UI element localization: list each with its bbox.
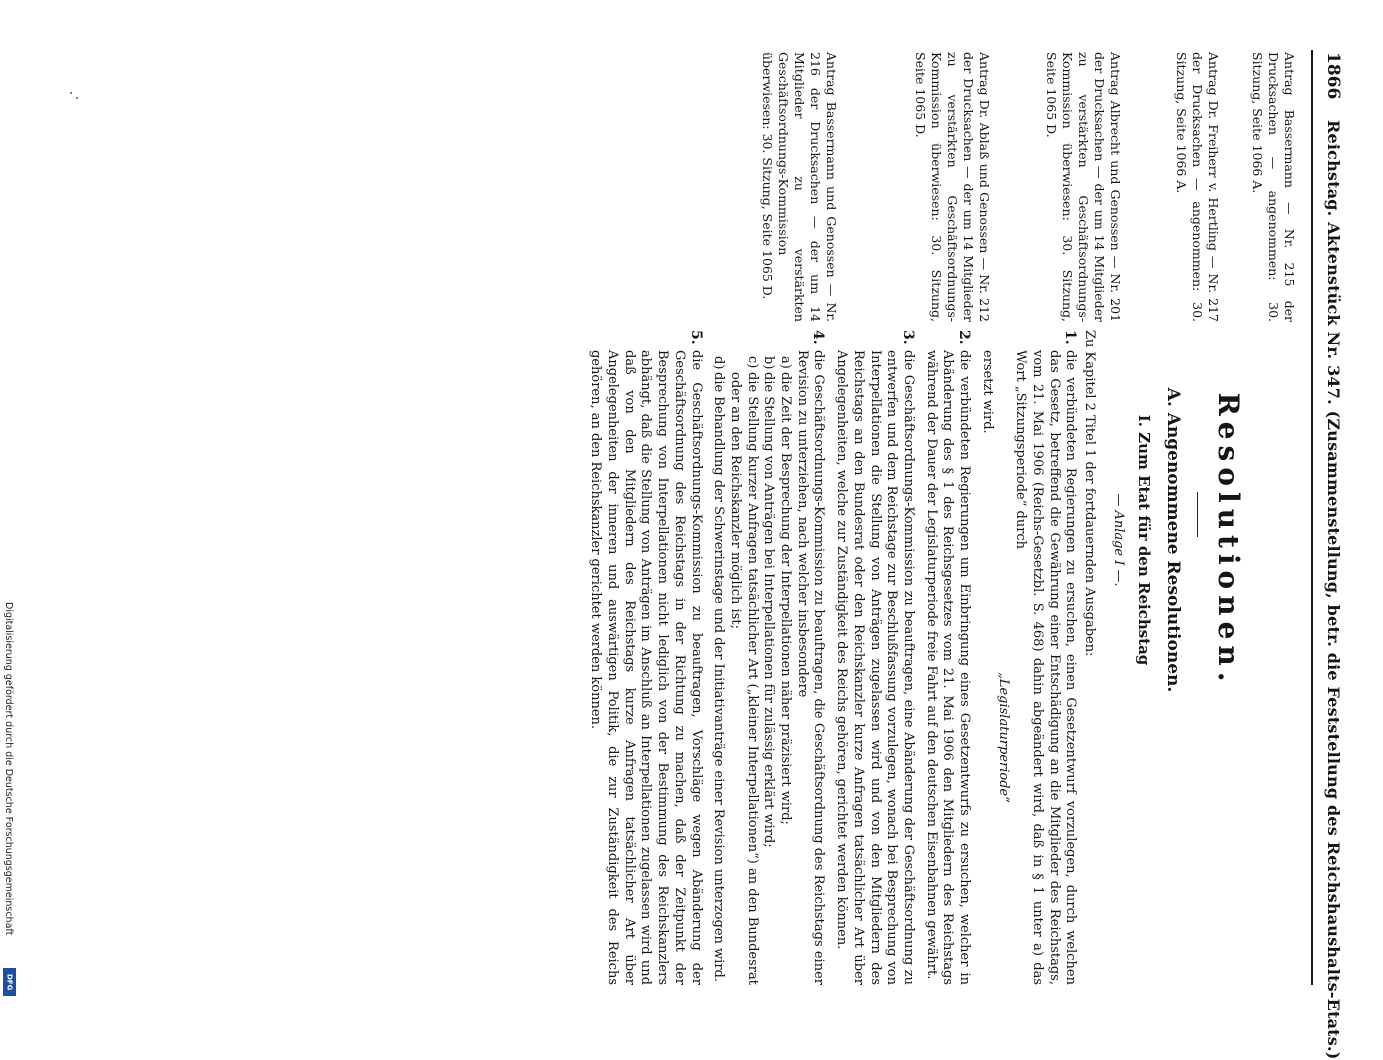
motion-text: Drucksachen — der um 14 Mitglieder zu verstärkten Geschäftsordnungs-Kommission überwiesen: 30. Sitzung, Seite 1065 D.	[913, 52, 976, 322]
dfg-logo: DFG	[3, 968, 16, 996]
title-divider	[1197, 492, 1198, 537]
section-heading: A. Angenommene Resolutionen.	[1163, 387, 1183, 693]
motion-lead: Antrag Albrecht und Genossen — Nr. 201 der	[1092, 52, 1123, 322]
item-number: 3.	[899, 330, 916, 345]
scan-speck	[70, 92, 72, 94]
resolution-item	[710, 330, 827, 985]
motion-lead: Antrag Dr. Freiherr v. Hertling — Nr. 217 der	[1190, 52, 1221, 322]
section-subheading: I. Zum Etat für den Reichstag	[1135, 414, 1153, 666]
sub-item-letter: b)	[761, 356, 777, 370]
page-number: 1866	[1323, 52, 1343, 100]
sub-item-letter: d)	[711, 356, 727, 370]
resolution-item	[587, 330, 704, 985]
sub-item	[760, 350, 777, 985]
item-text-end: ersetzt wird.	[979, 350, 995, 434]
page-title: Resolutionen.	[1212, 392, 1245, 688]
item-text: die Geschäftsordnungs-Kommission zu beauftragen, Vorschläge wegen Abänderung der Geschäftsordnung des Reichstags in der Richtung zu machen, daß der Zeitpunkt der Besprechung von Interpellationen nicht lediglich von der Bestimmung des Reichskanzlers abhängt, daß die Stellung von Anträgen im Anschluß an Interpellationen zugelassen wird und daß von den Mitgliedern des Reichstags kurze Anfragen tatsächlicher Art über Angelegenheiten der inneren und auswärtigen Politik, die zur Zuständigkeit des Reichs gehören, an den Reichskanzler gerichtet werden können.	[588, 350, 704, 985]
sub-item-text: die Stellung kurzer Anfragen tatsächlicher Art („kleiner Interpellationen“) an den Bundesrat oder an den Reichskanzler möglich ist;	[727, 372, 760, 985]
digitization-credit: Digitalisierung gefördert durch die Deutsche Forschungsgemeinschaft	[3, 602, 14, 936]
anlage-label: — Anlage I —.	[1111, 493, 1126, 587]
header-rule	[1311, 50, 1313, 985]
motion-lead: Antrag Dr. Ablaß und Genossen — Nr. 212 der	[961, 52, 992, 322]
motion-text: Drucksachen — der um 14 Mitglieder zu verstärkten Geschäftsordnungs-Kommission überwiesen: 30. Sitzung, Seite 1065 D.	[760, 52, 823, 322]
sub-item-text: die Stellung von Anträgen bei Interpellationen für zulässig erklärt wird;	[761, 372, 777, 848]
motion-entry	[759, 52, 839, 322]
motion-entry	[1043, 52, 1123, 322]
resolution-item	[922, 330, 972, 985]
running-title: Reichstag. Aktenstück Nr. 347. (Zusammenstellung, betr. die Feststellung des Reichshaushalts-Etats.)	[1324, 120, 1343, 1060]
scan-speck	[76, 97, 78, 99]
resolution-item	[832, 330, 916, 985]
item-quote: „Legislaturperiode“	[996, 672, 1012, 803]
sub-item-text: die Behandlung der Schwerinstage und der Initiativanträge einer Revision unterzogen wird.	[711, 372, 727, 982]
motion-text: Drucksachen — angenommen: 30. Sitzung, Seite 1066 A.	[1174, 52, 1205, 322]
item-text: die Geschäftsordnungs-Kommission zu beauftragen, die Geschäftsordnung des Reichstags einer Revision zu unterziehen, nach welcher insbesondere	[794, 350, 827, 985]
motion-entry	[1173, 52, 1221, 322]
resolutions-body	[581, 330, 1097, 985]
motion-text: Nr. 215 der Drucksachen — angenommen: 30. Sitzung, Seite 1066 A.	[1250, 52, 1297, 322]
motion-entry	[1249, 52, 1297, 322]
sub-item	[710, 350, 727, 985]
sub-item-letter: a)	[778, 356, 794, 369]
motion-entry	[912, 52, 992, 322]
motion-lead: Antrag Bassermann und Genossen — Nr. 216 der	[808, 52, 839, 322]
sub-item	[776, 350, 793, 985]
item-number: 1.	[1062, 330, 1079, 345]
item-text: die verbündeten Regierungen um Einbringung eines Gesetzentwurfs zu ersuchen, welcher in Abänderung des § 1 des Reichsgesetzes vom 21. Mai 1906 den Mitgliedern des Reichstags während der Dauer der Legislaturperiode freie Fahrt auf den deutschen Eisenbahnen gewährt.	[923, 350, 973, 985]
item-number: 4.	[810, 330, 827, 345]
item-number: 5.	[687, 330, 704, 345]
motion-text: Drucksachen — der um 14 Mitglieder zu verstärkten Geschäftsordnungs-Kommission überwiesen: 30. Sitzung, Seite 1065 D.	[1044, 52, 1107, 322]
item-text: die Geschäftsordnungs-Kommission zu beauftragen, eine Abänderung der Geschäftsordnung zu entwerfen und dem Reichstage zur Beschlußfassung vorzulegen, wonach bei Besprechung von Interpellationen die Stellung von Anträgen zugelassen wird und von den Mitgliedern des Reichstags an den Bundesrat oder den Reichskanzler kurze Anfragen tatsächlicher Art über Angelegenheiten, welche zur Zuständigkeit des Reichs gehören, gerichtet werden können.	[834, 350, 916, 985]
sub-item-text: die Zeit der Besprechung der Interpellationen näher präzisiert wird;	[778, 372, 794, 825]
item-text: die verbündeten Regierungen zu ersuchen, einen Gesetzentwurf vorzulegen, durch welchen das Gesetz, betreffend die Gewährung einer Entschädigung an die Mitglieder des Reichstags, vom 21. Mai 1906 (Reichs-Gesetzbl. S. 468) dahin abgeändert wird, daß in § 1 unter a) das Wort „Sitzungsperiode“ durch	[1013, 350, 1079, 985]
sub-item-letter: c)	[744, 356, 760, 369]
chapter-intro: Zu Kapitel 2 Titel 1 der fortdauernden Ausgaben:	[1082, 330, 1097, 657]
resolution-item	[978, 330, 1078, 985]
sub-item	[726, 350, 759, 985]
item-number: 2.	[956, 330, 973, 345]
motion-lead: Antrag Bassermann —	[1282, 52, 1297, 215]
